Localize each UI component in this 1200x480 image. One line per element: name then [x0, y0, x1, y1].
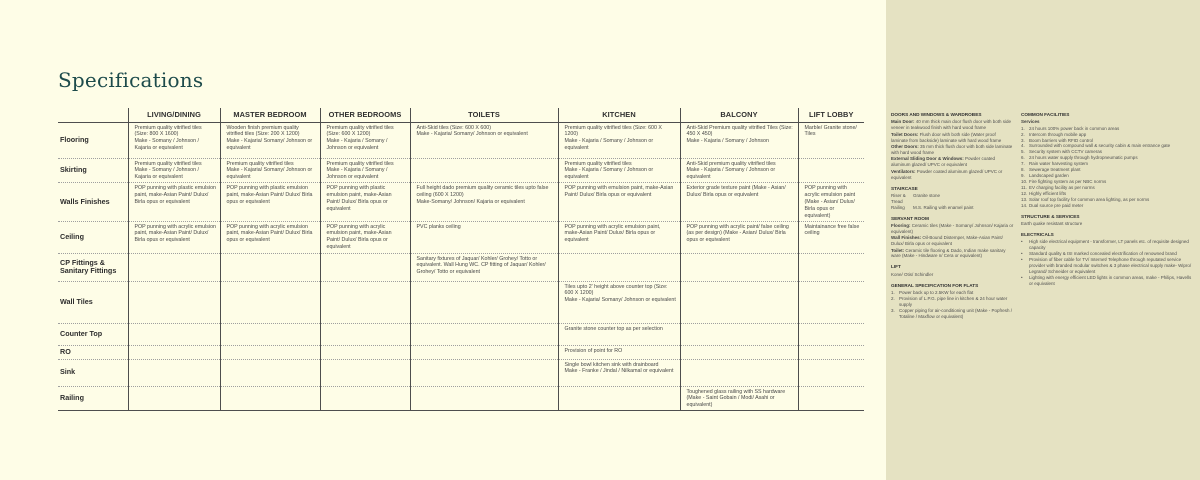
- staircase-item: [891, 193, 1014, 205]
- table-cell: [410, 158, 558, 183]
- general-spec-list: [891, 290, 1014, 320]
- row-label: Walls Finishes: [58, 183, 128, 221]
- electricals-item-text: Provision of fiber cable for TV/ Internet/ Telephone through reputated service provider with branded modular switches & 3 phase electrical supply make- Wipro/ Legrand/ Schneider or equivalent: [1029, 256, 1192, 274]
- table-cell: Anti-Skid Premium quality vitrified Tiles (Size: 450 X 450) Make - Kajaria / Somany / Johnson: [680, 122, 798, 158]
- servant-item-label: Toilet:: [891, 247, 905, 253]
- general-spec-item: [891, 308, 1014, 320]
- table-row: [58, 122, 864, 158]
- staircase-item: [891, 205, 1014, 211]
- table-cell: Premium quality vitrified tiles Make - Kajaria/ Somany/ Johnson or equivalent: [220, 158, 320, 183]
- column-header-living-dining: LIVING/DINING: [128, 108, 220, 122]
- staircase-item-label: Railing: [891, 204, 905, 210]
- table-row: [58, 281, 864, 323]
- table-row: [58, 323, 864, 345]
- common-facility-item-number: 3.: [1021, 137, 1025, 143]
- table-cell: Premium quality vitrified tiles (Size: 600 X 1200) Make - Kajaria / Somany / Johnson or equivalent: [320, 122, 410, 158]
- common-facility-item-text: Dual source pre paid meter: [1029, 202, 1084, 208]
- doors-item-label: Toilet Doors:: [891, 131, 919, 137]
- servant-room-list: [891, 223, 1014, 260]
- common-facility-item-number: 4.: [1021, 143, 1025, 149]
- table-cell: [320, 345, 410, 359]
- table-cell: [320, 323, 410, 345]
- table-row: [58, 221, 864, 253]
- table-cell: Premium quality vitrified tiles (Size: 600 X 1200) Make - Kajaria / Somany / Johnson or equivalent: [558, 122, 680, 158]
- electricals-list: [1021, 239, 1193, 287]
- doors-item: [891, 119, 1014, 131]
- row-label: Skirting: [58, 158, 128, 183]
- servant-item: [891, 223, 1014, 235]
- table-cell: [798, 158, 864, 183]
- table-cell: [680, 345, 798, 359]
- table-cell: Exterior grade texture paint (Make - Asian/ Dulux/ Birla opus or equivalent: [680, 183, 798, 221]
- doors-item-label: Main Door:: [891, 119, 915, 125]
- common-facility-item-number: 10.: [1021, 179, 1028, 185]
- table-cell: POP punning with plastic emulsion paint, make-Asian Paint/ Dulux/ Birla opus or equivalent: [220, 183, 320, 221]
- general-spec-item-text: Copper piping for air-conditioning unit (Make - Popfresh / Totaline / Maxflow or equivalent): [899, 307, 1013, 319]
- table-cell: POP punning with acrylic paint/ false ceiling (as per design) (Make - Asian/ Dulux/ Birla opus or equivalent: [680, 221, 798, 253]
- doors-item: [891, 132, 1014, 144]
- table-cell: [680, 253, 798, 281]
- table-cell: [798, 253, 864, 281]
- servant-item-text: Ceramic tiles (Make - Somany/ Johnson/ Kajaria or equivalent): [891, 222, 1014, 234]
- table-cell: Marble/ Granite stone/ Tiles: [798, 122, 864, 158]
- table-cell: [798, 281, 864, 323]
- row-label: Counter Top: [58, 323, 128, 345]
- lift-text: Kone/ Otis/ Schindler: [891, 271, 934, 277]
- electricals-item-text: Standard quality & ISI marked concealed electrification of renowned brand: [1029, 250, 1177, 256]
- table-cell: POP punning with emulsion paint, make-Asian Paint/ Dulux/ Birla opus or equivalent: [558, 183, 680, 221]
- section-heading-structure: STRUCTURE & SERVICES: [1021, 213, 1080, 219]
- table-cell: [320, 386, 410, 411]
- table-cell: Full height dado premium quality ceramic tiles upto false ceiling (600 X 1200) Make-Somany/ Johnson/ Kajaria or equivalent: [410, 183, 558, 221]
- table-cell: [410, 345, 558, 359]
- common-facility-item-number: 5.: [1021, 149, 1025, 155]
- section-heading-staircase: STAIRCASE: [891, 185, 918, 191]
- row-label: Flooring: [58, 122, 128, 158]
- table-row: [58, 158, 864, 183]
- table-cell: [220, 253, 320, 281]
- table-cell: [320, 359, 410, 386]
- section-heading-common-facilities: COMMON FACILITIES: [1021, 112, 1070, 117]
- doors-item: [891, 156, 1014, 168]
- table-cell: Premium quality vitrified tiles Make - Somany / Johnson / Kajaria or equivalent: [128, 158, 220, 183]
- electricals-item: [1021, 239, 1193, 251]
- table-row: [58, 253, 864, 281]
- table-cell: [220, 323, 320, 345]
- electricals-item-text: Lighting with energy efficient LED lights in common areas, make - Philips, Havells or equivalent: [1029, 274, 1192, 286]
- table-cell: [558, 386, 680, 411]
- table-cell: [680, 359, 798, 386]
- doors-item-text: Powder coated aluminum glazed/ UPVC or equivalent: [891, 168, 1003, 180]
- table-cell: Provision of point for RO: [558, 345, 680, 359]
- table-cell: [320, 253, 410, 281]
- common-facility-item-number: 14.: [1021, 202, 1028, 208]
- common-facility-item-number: 7.: [1021, 161, 1025, 167]
- table-cell: Anti-Skid tiles (Size: 600 X 600) Make - Kajaria/ Somany/ Johnson or equivalent: [410, 122, 558, 158]
- doors-item-label: External Sliding Door & Windows:: [891, 156, 964, 162]
- section-heading-general-spec: GENERAL SPECIFICATION FOR FLATS: [891, 282, 979, 288]
- doors-item: [891, 169, 1014, 181]
- common-facilities-list: [1021, 126, 1193, 209]
- common-facility-item-text: Boom barriers with RFID control: [1029, 137, 1094, 143]
- electricals-item-number: •: [1021, 274, 1023, 280]
- specifications-table: [58, 108, 864, 411]
- sidebar-column-right: [1021, 112, 1193, 287]
- electricals-item-number: •: [1021, 239, 1023, 245]
- section-heading-servant-room: SERVANT ROOM: [891, 215, 929, 221]
- column-header-other-bedrooms: OTHER BEDROOMS: [320, 108, 410, 122]
- table-cell: [128, 323, 220, 345]
- row-label: Ceiling: [58, 221, 128, 253]
- common-facility-item-text: Sewerage treatment plant: [1029, 167, 1081, 173]
- servant-item-label: Flooring:: [891, 222, 911, 228]
- table-cell: [798, 345, 864, 359]
- section-heading-doors: DOORS AND WINDOWS & WARDROBES: [891, 112, 982, 117]
- table-cell: [798, 323, 864, 345]
- table-cell: Wooden finish premium quality vitrified tiles (Size: 200 X 1200) Make - Kajaria/ Somany/ Johnson or equivalent: [220, 122, 320, 158]
- table-cell: [410, 386, 558, 411]
- table-cell: [220, 281, 320, 323]
- electricals-item: [1021, 257, 1193, 275]
- servant-item: [891, 235, 1014, 247]
- section-heading-lift: LIFT: [891, 264, 901, 270]
- table-cell: PVC planks ceiling: [410, 221, 558, 253]
- services-subheading: Services: [1021, 119, 1040, 125]
- table-cell: [128, 253, 220, 281]
- column-header-toilets: TOILETS: [410, 108, 558, 122]
- table-cell: [410, 359, 558, 386]
- common-facility-item-text: Fire fighting system as per NBC norms: [1029, 179, 1107, 185]
- servant-item-text: Ceramic tile flooring & Dado, Indian make sanitary ware (Make - Hindware n/ Cera or equivalent): [891, 247, 1006, 259]
- doors-item-text: 40 mm thick main door flush door with both side veneer in teakwood finish with hard wood frame: [891, 119, 1012, 131]
- common-facility-item-text: Surrounded with compound wall & security cabin & main entrance gate: [1029, 143, 1171, 149]
- common-facility-item-number: 8.: [1021, 167, 1025, 173]
- servant-item-label: Wall Finishes:: [891, 235, 922, 241]
- table-cell: [220, 359, 320, 386]
- servant-item: [891, 248, 1014, 260]
- common-facility-item-number: 1.: [1021, 125, 1025, 131]
- table-cell: POP punning with acrylic emulsion paint (Make - Asian/ Dulux/ Birla opus or equivalent): [798, 183, 864, 221]
- table-cell: Toughened glass railing with SS hardware (Make - Saint Gobain / Modi/ Asahi or equivalent): [680, 386, 798, 411]
- table-cell: Granite stone counter top as per selection: [558, 323, 680, 345]
- common-facility-item-text: 24 hours water supply through hydropneumatic pumps: [1029, 155, 1138, 161]
- staircase-item-label: Riser & Tread: [891, 192, 906, 204]
- doors-list: [891, 119, 1014, 180]
- table-cell: Premium quality vitrified tiles (Size: 800 X 1600) Make - Somany / Johnson / Kajaria or equivalent: [128, 122, 220, 158]
- common-facility-item-text: Landscaped garden: [1029, 173, 1069, 179]
- table-cell: [410, 281, 558, 323]
- row-label: Wall Tiles: [58, 281, 128, 323]
- general-spec-item-text: Provision of L.P.G. pipe line in kitchen & 24 hour water supply: [899, 295, 1008, 307]
- table-cell: Single bowl kitchen sink with drainboard Make - Franke / Jindal / Nilkamal or equivalent: [558, 359, 680, 386]
- common-facility-item-number: 9.: [1021, 173, 1025, 179]
- sidebar-column-left: [891, 112, 1014, 319]
- table-cell: [128, 345, 220, 359]
- table-cell: Sanitary fixtures of Jaquar/ Kohler/ Grohey/ Totto or equivalent. Wall Hung WC. CP fitting of Jaquar/ Kohler/ Grohey/ Totto or equivalent: [410, 253, 558, 281]
- section-heading-electricals: ELECTRICALS: [1021, 231, 1054, 237]
- general-spec-item-number: 3.: [891, 307, 895, 313]
- electricals-item-number: •: [1021, 256, 1023, 262]
- table-cell: [320, 281, 410, 323]
- table-cell: [798, 386, 864, 411]
- table-header-row: [58, 108, 864, 122]
- table-cell: Premium quality vitrified tiles Make - Kajaria / Somany / Johnson or equivalent: [320, 158, 410, 183]
- table-cell: [128, 359, 220, 386]
- common-facility-item-number: 13.: [1021, 196, 1028, 202]
- doors-item-label: Other Doors:: [891, 143, 919, 149]
- table-cell: [128, 386, 220, 411]
- table-cell: POP punning with plastic emulsion paint, make-Asian Paint/ Dulux/ Birla opus or equivalent: [320, 183, 410, 221]
- staircase-item-value: M.S. Railing with enamel paint: [913, 204, 974, 210]
- specifications-sidebar: [886, 0, 1200, 480]
- table-cell: [680, 323, 798, 345]
- table-cell: Maintainance free false ceiling: [798, 221, 864, 253]
- common-facility-item-number: 6.: [1021, 155, 1025, 161]
- electricals-item-text: High side electrical equipment - transformer, LT panels etc. of requisite designed capacity: [1029, 239, 1189, 251]
- table-cell: POP punning with acrylic emulsion paint, make-Asian Paint/ Dulux/ Birla opus or equivalent: [220, 221, 320, 253]
- doors-item-text: Powder coated aluminum glazed/ UPVC or equivalent: [891, 156, 995, 168]
- general-spec-item-number: 2.: [891, 295, 895, 301]
- table-cell: Anti-Skid premium quality vitrified tiles Make - Kajaria / Somany / Johnson or equivalent: [680, 158, 798, 183]
- column-header-master-bedroom: MASTER BEDROOM: [220, 108, 320, 122]
- common-facility-item-number: 12.: [1021, 190, 1028, 196]
- row-label: Sink: [58, 359, 128, 386]
- electricals-item-number: •: [1021, 250, 1023, 256]
- servant-item-text: Oil-Bound Distemper, Make-Asian Paint/ Dulux/ Birla opus or equivalent: [891, 235, 1003, 247]
- row-label: Railing: [58, 386, 128, 411]
- staircase-item-value: Granite stone: [913, 192, 941, 198]
- table-cell: Premium quality vitrified tiles Make - Kajaria / Somany / Johnson or equivalent: [558, 158, 680, 183]
- row-label: RO: [58, 345, 128, 359]
- common-facility-item: [1021, 203, 1193, 209]
- row-label: CP Fittings & Sanitary Fittings: [58, 253, 128, 281]
- common-facility-item-text: Highly efficient lifts: [1029, 190, 1067, 196]
- table-cell: [128, 281, 220, 323]
- table-cell: POP punning with acrylic emulsion paint, make-Asian Paint/ Dulux/ Birla opus or equivalent: [320, 221, 410, 253]
- column-header-kitchen: KITCHEN: [558, 108, 680, 122]
- common-facility-item-text: Security system with CCTV cameras: [1029, 149, 1103, 155]
- common-facility-item-text: Solar roof top facility for common area lighting, as per norms: [1029, 196, 1150, 202]
- table-cell: [410, 323, 558, 345]
- table-row: [58, 386, 864, 411]
- electricals-item: [1021, 275, 1193, 287]
- table-cell: [680, 281, 798, 323]
- common-facility-item-text: EV charging facility as per norms: [1029, 185, 1095, 191]
- doors-item-text: 35 mm thick flush door with both side laminate with hard wood frame: [891, 143, 1013, 155]
- doors-item: [891, 144, 1014, 156]
- table-cell: [558, 253, 680, 281]
- structure-text: Earth quake resistant structure: [1021, 220, 1083, 226]
- common-facility-item-text: Intercom through mobile app: [1029, 131, 1087, 137]
- table-header-corner: [58, 108, 128, 122]
- doors-item-text: Flush door with both side (Water proof laminate from backside) laminate with hard wood frame: [891, 131, 1002, 143]
- table-cell: Tiles upto 2' height above counter top (Size: 600 X 1200) Make - Kajaria/ Somany/ Johnson or equivalent: [558, 281, 680, 323]
- general-spec-item-text: Power back up to 2.5KW for each flat: [899, 289, 974, 295]
- table-row: [58, 183, 864, 221]
- table-cell: POP punning with acrylic emulsion paint, make-Asian Paint/ Dulux/ Birla opus or equivalent: [128, 221, 220, 253]
- table-cell: [220, 345, 320, 359]
- page-title: Specifications: [58, 68, 204, 92]
- column-header-balcony: BALCONY: [680, 108, 798, 122]
- common-facility-item-number: 11.: [1021, 185, 1027, 191]
- common-facility-item-text: Rain water harvesting system: [1029, 161, 1089, 167]
- general-spec-item-number: 1.: [891, 289, 895, 295]
- table-cell: [798, 359, 864, 386]
- staircase-list: [891, 193, 1014, 211]
- table-cell: POP punning with acrylic emulsion paint, make-Asian Paint/ Dulux/ Birla opus or equivalent: [558, 221, 680, 253]
- common-facility-item-number: 2.: [1021, 131, 1025, 137]
- common-facility-item-text: 24 hours 100% power back in common areas: [1029, 125, 1120, 131]
- table-cell: POP punning with plastic emulsion paint, make-Asian Paint/ Dulux/ Birla opus or equivalent: [128, 183, 220, 221]
- doors-item-label: Ventilators:: [891, 168, 916, 174]
- general-spec-item: [891, 296, 1014, 308]
- table-row: [58, 359, 864, 386]
- column-header-lift-lobby: LIFT LOBBY: [798, 108, 864, 122]
- table-cell: [220, 386, 320, 411]
- table-row: [58, 345, 864, 359]
